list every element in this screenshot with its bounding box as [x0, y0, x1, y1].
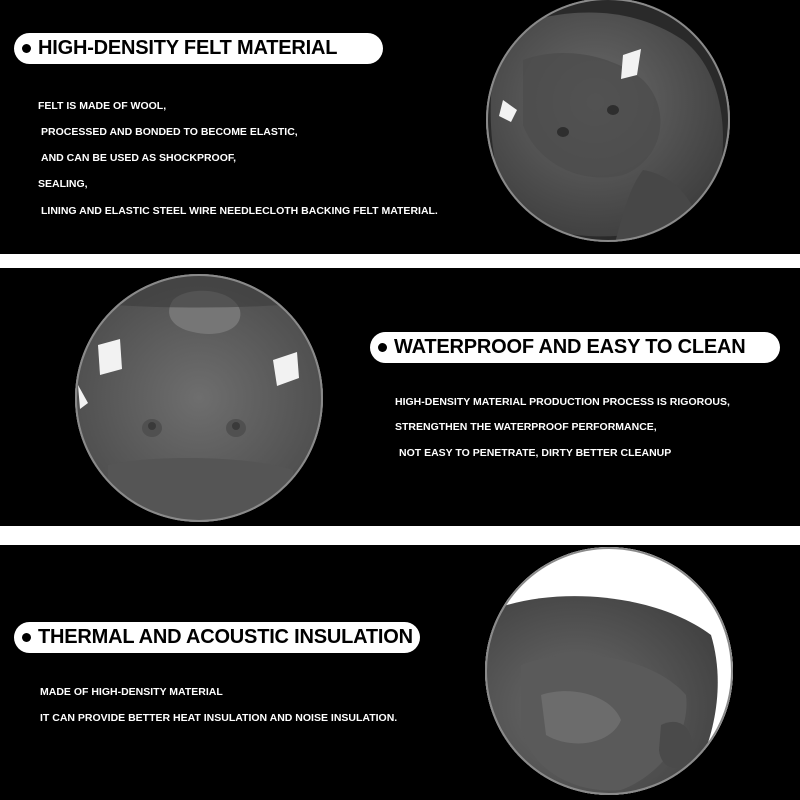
section-insulation	[0, 545, 800, 800]
section-waterproof	[0, 268, 800, 526]
section-heading: THERMAL AND ACOUSTIC INSULATION	[38, 626, 413, 648]
description-line: SEALING,	[38, 178, 88, 190]
section-heading-pill	[14, 622, 420, 653]
description-line: HIGH-DENSITY MATERIAL PRODUCTION PROCESS IS RIGOROUS,	[395, 396, 730, 408]
section-heading-pill	[370, 332, 780, 363]
description-line: IT CAN PROVIDE BETTER HEAT INSULATION AND NOISE INSULATION.	[40, 712, 398, 724]
section-heading: HIGH-DENSITY FELT MATERIAL	[38, 37, 338, 59]
description-line: FELT IS MADE OF WOOL,	[38, 100, 167, 112]
bullet-icon	[22, 44, 31, 53]
description-line: PROCESSED AND BONDED TO BECOME ELASTIC,	[41, 126, 298, 138]
felt-liner-top-view-photo	[68, 270, 330, 526]
section-divider	[0, 526, 800, 545]
description-line: NOT EASY TO PENETRATE, DIRTY BETTER CLEANUP	[399, 447, 672, 459]
felt-liner-closeup-photo	[483, 0, 733, 254]
section-felt-material	[0, 0, 800, 254]
bullet-icon	[378, 343, 387, 352]
description-line: MADE OF HIGH-DENSITY MATERIAL	[40, 686, 223, 698]
description-line: AND CAN BE USED AS SHOCKPROOF,	[41, 152, 237, 164]
description-line: LINING AND ELASTIC STEEL WIRE NEEDLECLOTH BACKING FELT MATERIAL.	[41, 205, 438, 217]
section-heading-pill	[14, 33, 383, 64]
felt-liner-side-view-photo	[481, 545, 737, 800]
section-heading: WATERPROOF AND EASY TO CLEAN	[394, 336, 746, 358]
section-divider	[0, 254, 800, 268]
description-line: STRENGTHEN THE WATERPROOF PERFORMANCE,	[395, 421, 657, 433]
bullet-icon	[22, 633, 31, 642]
